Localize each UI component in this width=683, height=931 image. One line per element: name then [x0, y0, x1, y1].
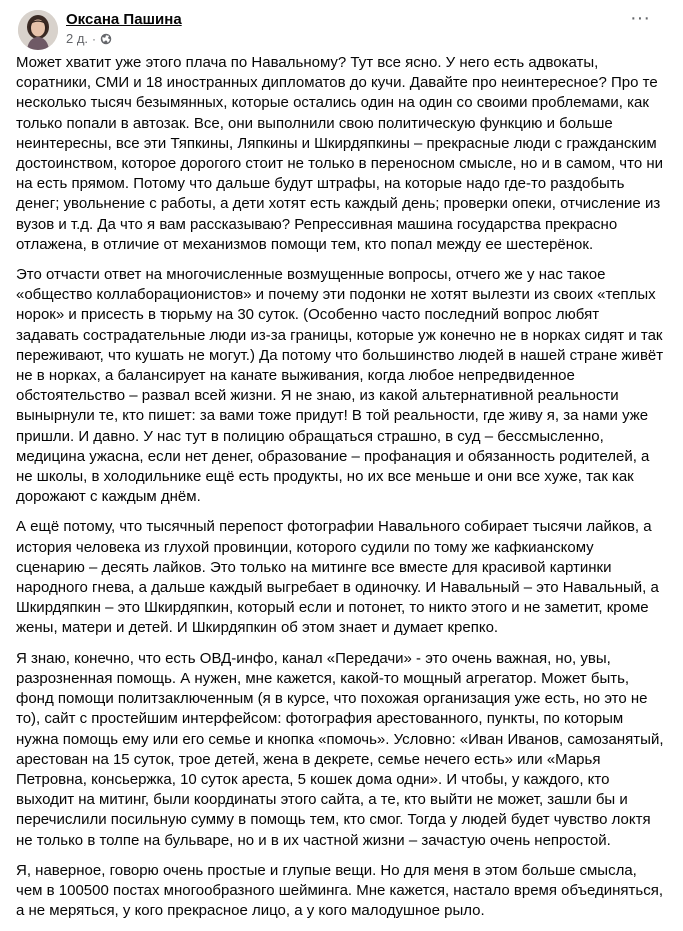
post-paragraph-2: Это отчасти ответ на многочисленные возмущенные вопросы, отчего же у нас такое «общество коллаборационистов» и почему эти подонки не хотят вылезти из своих «теплых норок» и присесть в тюрьму на 30 суток. (Особенно часто последний вопрос любят задавать сострадательные люди из-за границы, которые уж конечно не в норках сидят и так переживают, что кушать не могут.) Да потому что большинство людей в нашей стране живёт не в норках, а балансирует на канате выживания, когда любое непредвиденное обстоятельство – развал всей жизни. Я не знаю, из какой альтернативной реальности вынырнули те, кто пишет: за вами тоже придут! В той реальности, где живу я, за нами уже пришли. И давно. У нас тут в полицию обращаться страшно, в суд – бессмысленно, медицина ужасна, если нет денег, образование – профанация и обязанность родителей, а не школы, в холодильнике ещё есть продукты, но их все меньше и они все хуже, так как дорожают с каждым днём. [16, 266, 664, 506]
globe-icon [100, 33, 112, 45]
post-header [18, 8, 658, 52]
post-body [16, 53, 666, 931]
post-time[interactable]: 2 д. [66, 31, 89, 46]
post-paragraph-1: Может хватит уже этого плача по Навальному? Тут все ясно. У него есть адвокаты, соратники, СМИ и 18 иностранных дипломатов до кучи. Давайте про неинтересное? Про те несколько тысяч безымянных, которые остались один на один со своими проблемами, как только попали в автозак. Все, они выполнили свою политическую функцию и больше неинтересны, все эти Тяпкины, Ляпкины и Шкирдяпкины – прекрасные люди с гражданским достоинством, которое дорогого стоит не только в переносном смысле, но и в самом, что ни на есть прямом. Потому что дальше будут штрафы, на которые надо где-то раздобыть денег; увольнение с работы, а дети хотят есть каждый день; проверки опеки, отчисление из вузов и т.д. Да что я вам рассказываю? Репрессивная машина государства прекрасно отлажена, в отличие от механизмов помощи тем, кто попал между ее шестерёнок. [16, 54, 663, 253]
avatar[interactable] [18, 10, 58, 50]
more-options-button[interactable] [626, 7, 654, 32]
post-paragraph-4: Я знаю, конечно, что есть ОВД-инфо, канал «Передачи» - это очень важная, но, увы, разрозненная помощь. А нужен, мне кажется, какой-то мощный агрегатор. Может быть, фонд помощи политзаключенным (я в курсе, что похожая организация уже есть, но это не то), сайт с простейшим интерфейсом: фотография арестованного, пункты, по которым нужна помощь ему или его семье и кнопка «помочь». Условно: «Иван Иванов, самозанятый, арестован на 15 суток, трое детей, жена в декрете, семье нечего есть» или «Марья Петровна, консьержка, 10 суток ареста, 5 кошек дома одни». И чтобы, у каждого, кто выходит на митинг, были координаты этого сайта, а те, кто выйти не может, зашли бы и перечислили посильную сумму в помощь тем, кто смог. Тогда у людей будет чувство локтя не только в толпе на бульваре, но и в их частной жизни – зачастую очень непростой. [16, 649, 664, 849]
author-name[interactable]: Оксана Пашина [66, 11, 182, 28]
meta-separator: · [92, 31, 97, 46]
post-card [8, 0, 675, 920]
avatar-photo [18, 10, 58, 50]
more-dots-icon: ··· [630, 7, 650, 29]
post-paragraph-5: Я, наверное, говорю очень простые и глупые вещи. Но для меня в этом больше смысла, чем в 100500 постах многообразного шейминга. Мне кажется, настало время объединяться, а не меряться, у кого прекрасное лицо, а у кого малодушное рыло. [16, 861, 663, 920]
post-paragraph-3: А ещё потому, что тысячный перепост фотографии Навального собирает тысячи лайков, а история человека из глухой провинции, которого судили по тому же кафкианскому сценарию – десять лайков. Это только на митинге все вместе для красивой картинки народного гнева, а дальше каждый выгребает в одиночку. И Навальный – это Навальный, а Шкирдяпкин – это Шкирдяпкин, который если и потонет, то никто этого и не заметит, кроме жены, матери и детей. И Шкирдяпкин об этом знает и думает крепко. [16, 518, 659, 637]
post-meta [66, 31, 112, 46]
